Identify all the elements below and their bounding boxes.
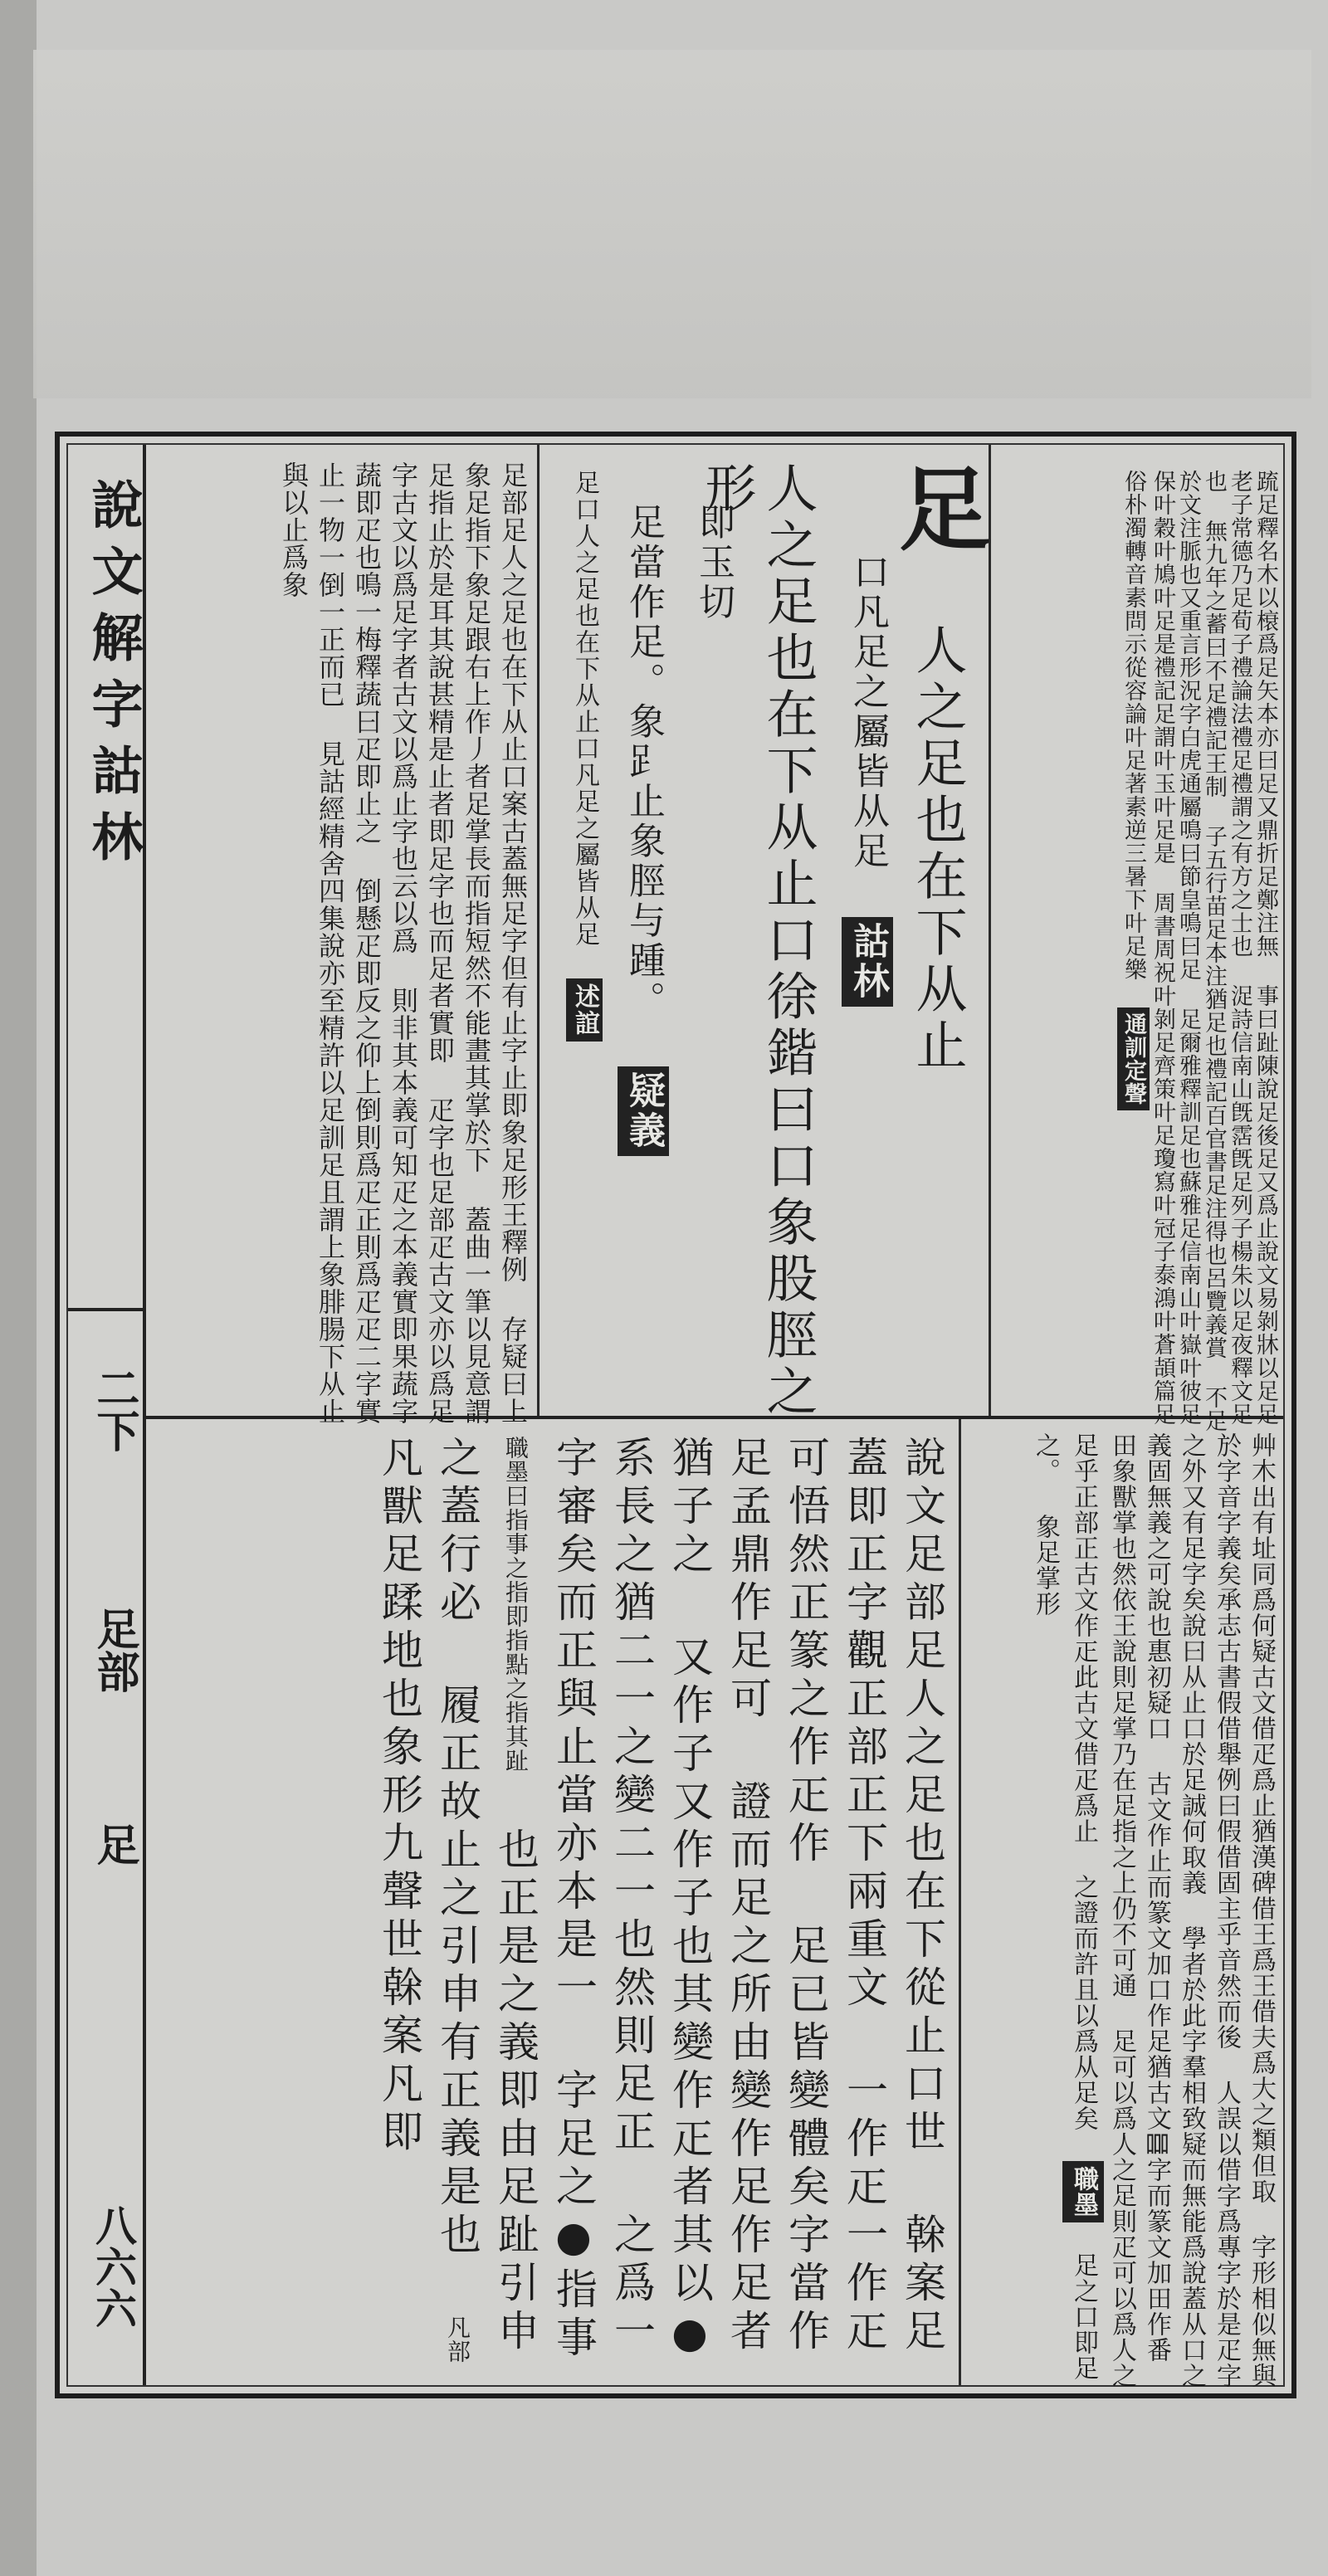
note-column-2 [544, 470, 603, 1441]
main-line: 之爲一字審矣而正與止當亦本是一 [549, 1436, 656, 2357]
main-line: 凡獸足蹂地也象形九聲世榦案凡即 [375, 1436, 423, 2158]
note-line: 足之口即足之。 [1031, 1432, 1098, 2381]
page-number: 八六六 [89, 2204, 138, 2329]
lower-right-notes [971, 1432, 1278, 2398]
column-separator [537, 445, 540, 1416]
note-line: 保叶穀叶鳩叶足是禮記足謂叶玉叶足是 [1150, 470, 1175, 865]
note-line: 足可以爲人之足則疋可以爲人之足乎正部正古文作𤴓此古文借疋爲止 [1069, 1432, 1136, 2388]
note-line: 學者於此字羣相致疑而無能爲說蓋从口之義固無義之可說也惠初疑口 [1142, 1432, 1206, 2388]
gulin-stamp: 詁林 [842, 917, 893, 1007]
entry-label: 足 [89, 1822, 139, 1866]
left-commentary [266, 461, 531, 1432]
note-line: 事曰趾陳說足後足又爲止說文易剝牀以足足 [1252, 984, 1278, 1426]
page-frame-inner [66, 443, 1285, 2387]
main-line: 又作子又作子也其變作𤴓者其以● [666, 1635, 714, 2364]
main-line: 系長之猶二一之變二一也然則足正 [608, 1436, 656, 2158]
main-line: 字足之●指事 [549, 2068, 598, 2364]
note-line: 老子常德乃足荀子禮論法禮足禮謂之有方之士也 [1227, 470, 1252, 958]
entry-line: 人之足也在下从止 [907, 623, 968, 1075]
yi-stamp: 疑義 [618, 1066, 669, 1156]
entry-line-2 [827, 553, 893, 1524]
note-line: 艸木出有址同爲何疑古文借疋爲止猶漢碑借王爲王借夫爲大之類但取 [1247, 1432, 1276, 2204]
fanqie-text: 即玉切 [692, 503, 735, 622]
tongxun-stamp: 通訓定聲 [1117, 1007, 1150, 1110]
main-line: 說文足部足人之足也在下從止口世 [898, 1436, 946, 2158]
note-line: 田象獸掌也然依王說則足掌乃在足指之上仍不可通 [1107, 1432, 1136, 1998]
entry-line-text: 口凡足之屬皆从足 [847, 553, 889, 871]
main-line: 一作𤴓一作𤴓可悟然正篆之作𤴓作 [782, 1436, 888, 2357]
note-line: 古文作止而篆文加口作足猶古文𠱠字而篆文加田作番 [1142, 1771, 1171, 2363]
note-column [611, 503, 669, 1474]
entry-line-4 [677, 503, 735, 1474]
note-line: 不足於文注脈也又重言形況字白虎通屬鳴曰節皇鳴曰足 [1175, 470, 1227, 1432]
inline-note: 凡部 [444, 2315, 471, 2364]
commentary-line: 蓋曲一筆以見意謂足指止於是耳其說甚精是止者即足字也而足者實即 [424, 461, 492, 1425]
book-binding-edge [0, 0, 37, 2576]
note-line: 䟽足釋名木以榱爲足矢本亦曰足又鼎折足鄭注無 [1252, 470, 1278, 958]
note-line: 周書周祝叶剝足齊策叶足瓊寫叶冠子泰鴻叶蒼頡篇足 [1150, 891, 1175, 1426]
book-title: 說文解字詁林 [83, 478, 144, 876]
note-line: 子五行苗足本注猶足也禮記百官書足注得也呂覽義賞 [1201, 825, 1227, 1359]
bleed-through-area [33, 50, 1311, 398]
main-line: 證而足之所由變作足作足者猶子之 [666, 1436, 772, 2357]
note-line: 之證而許且以爲从足矣 [1069, 1874, 1098, 2131]
head-character: 足 [884, 461, 991, 558]
page-frame [55, 432, 1296, 2398]
main-line: 榦案足蓋即正字觀正部正下兩重文 [840, 1436, 946, 2357]
note-line: 無九年之蓄曰不足禮記王制 [1201, 520, 1227, 798]
note-line: 浞詩信南山旣霑旣足列子楊朱以足夜釋文足也 [1201, 470, 1252, 1426]
volume-label: 二下 [89, 1366, 139, 1452]
upper-right-notes [996, 470, 1278, 1441]
lower-main-text [204, 1436, 951, 2402]
title-column [68, 445, 146, 2385]
inline-note: 職墨曰指事之指即指點之指其趾 [502, 1436, 530, 1773]
note-line: 俗朴濁轉音素問示從容論叶足著素逆三暑下叶足樂 [1120, 470, 1146, 981]
title-divider [68, 1308, 143, 1311]
note-line: 象足掌形 [1031, 1514, 1060, 1617]
main-line: 也正是之義即由足趾引申之蓋行必 [433, 1436, 540, 2357]
lower-panel [146, 1419, 1283, 2388]
column-separator [989, 445, 991, 1416]
section-label: 足部 [89, 1607, 139, 1693]
note-text: 足當作足。象𧾷止象脛与踵。 [622, 503, 665, 1021]
zhimo-stamp: 職墨 [1062, 2161, 1104, 2222]
note-line: 足爾雅釋訓足也蘇雅足信南山叶嶽叶彼足 [1175, 1007, 1201, 1426]
commentary-line: 足部足人之足也在下从止口案古蓋無足字但有止字止即象足形王釋例 [497, 461, 529, 1283]
note-line: 人誤以借字爲專字於是疋字之外又有足字矣說曰从止口於足誠何取義 [1177, 1432, 1241, 2388]
commentary-line: 則非其本義可知疋之本義實即果蔬字蔬即疋也鳴一梅釋蔬曰疋即止之 [351, 461, 419, 1425]
commentary-line: 疋字也足部疋古文亦以爲足字古文以爲足字者古文以爲止字也云以爲 [388, 461, 456, 1425]
shuzheng-stamp: 述誼 [566, 978, 603, 1042]
note-line: 字形相似無與於字音字義矣承志古書假借舉例曰假借固主乎音然而後 [1212, 1432, 1276, 2388]
main-line: 履正故止之引申有正義是也 [433, 1683, 481, 2261]
entry-line-text: 人之足也在下从止口徐鍇曰口象股脛之形 [696, 461, 818, 1421]
note-text: 足口人之足也在下从止口凡足之屬皆从足 [570, 470, 599, 948]
commentary-line: 存疑曰上象足指下象足跟右上作丿者足掌長而指短然不能畫其掌於下 [461, 461, 529, 1425]
column-separator [959, 1419, 961, 2385]
commentary-line: 見詁經精舍四集說亦至精許以足訓足且謂上象腓腸下从止與以止爲象 [278, 461, 346, 1425]
upper-panel [146, 445, 1283, 1432]
main-line: 足已皆變體矣字當作足孟鼎作足可 [724, 1436, 830, 2357]
commentary-line: 倒懸疋即反之仰上倒則爲疋正則爲疋疋二字實止一物一倒一正而已 [315, 461, 383, 1425]
